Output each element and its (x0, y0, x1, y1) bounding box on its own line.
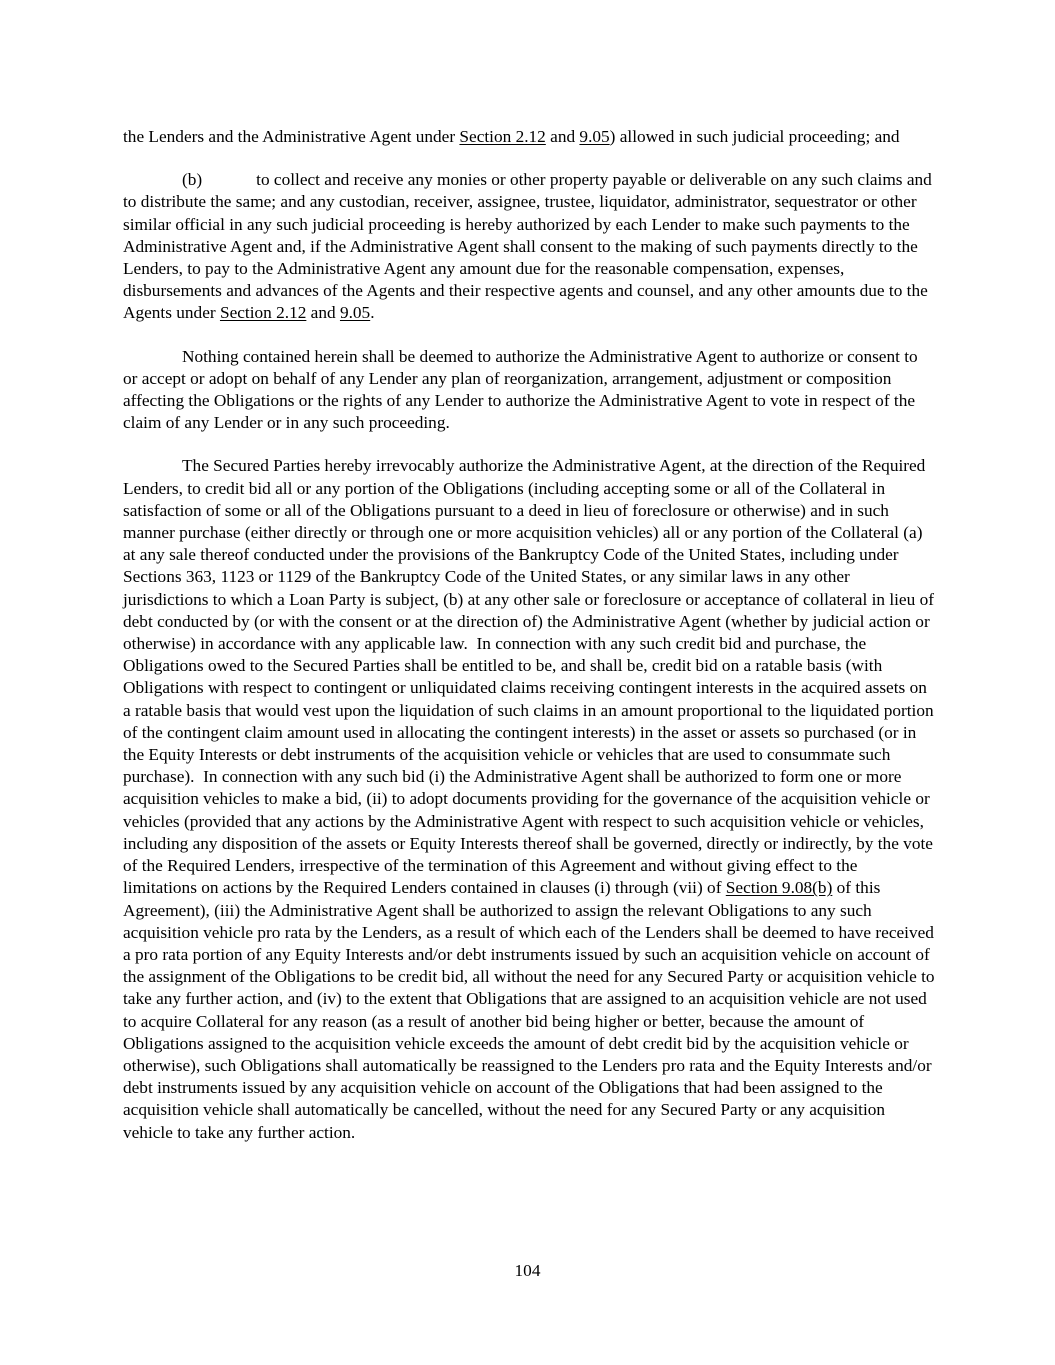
paragraph-continuation (123, 126, 935, 148)
body-text: of this Agreement), (iii) the Administrative Agent shall be authorized to assign the relevant Obligations to any such acquisition vehicle pro rata by the Lenders, as a result of which each of the Lenders shall be deemed to have received a pro rata portion of any Equity Interests and/or debt instruments issued by such an acquisition vehicle on account of the assignment of the Obligations to be credit bid, all without the need for any Secured Party or acquisition vehicle to take any further action, and (iv) to the extent that Obligations that are assigned to an acquisition vehicle are not used to acquire Collateral for any reason (as a result of another bid being higher or better, because the amount of Obligations assigned to the acquisition vehicle exceeds the amount of debt credit bid by the acquisition vehicle or otherwise), such Obligations shall automatically be reassigned to the Lenders pro rata and the Equity Interests and/or debt instruments issued by any acquisition vehicle on account of the Obligations that had been assigned to the acquisition vehicle shall automatically be cancelled, without the need for any Secured Party or any acquisition vehicle to take any further action. (123, 878, 939, 1142)
body-text: to collect and receive any monies or other property payable or deliverable on any such claims and to distribute the same; and any custodian, receiver, assignee, trustee, liquidator, administrator, sequestrator or other similar official in any such judicial proceeding is hereby authorized by each Lender to make such payments to the Administrative Agent and, if the Administrative Agent shall consent to the making of such payments directly to the Lenders, to pay to the Administrative Agent any amount due for the reasonable compensation, expenses, disbursements and advances of the Agents and their respective agents and counsel, and any other amounts due to the Agents under (123, 170, 937, 323)
paragraph-credit-bid (123, 455, 939, 1143)
body-text: and (545, 127, 580, 146)
paragraph-nothing-contained (123, 346, 935, 435)
section-reference: Section 9.08(b) (725, 878, 833, 898)
body-text: Nothing contained herein shall be deemed to authorize the Administrative Agent to authorize or consent to or accept or adopt on behalf of any Lender any plan of reorganization, arrangement, adjustment or composition affecting the Obligations or the rights of any Lender to authorize the Administrative Agent to vote in respect of the claim of any Lender or in any such proceeding. (123, 346, 923, 433)
clause-label: (b) (182, 170, 203, 190)
section-reference: 9.05 (579, 127, 610, 146)
page-body-text (123, 126, 939, 1165)
section-reference: Section 2.12 (459, 127, 546, 146)
body-text: ) allowed in such judicial proceeding; and (609, 127, 900, 146)
body-text: . (370, 303, 375, 323)
body-text: and (306, 303, 340, 323)
paragraph-clause-b (123, 169, 935, 324)
body-text: the Lenders and the Administrative Agent under (123, 127, 460, 146)
page-number: 104 (514, 1261, 541, 1280)
section-reference: Section 2.12 (219, 303, 307, 323)
section-reference: 9.05 (339, 303, 371, 323)
body-text: The Secured Parties hereby irrevocably authorize the Administrative Agent, at the direction of the Required Lenders, to credit bid all or any portion of the Obligations (including accepting some or all of the Collateral in satisfaction of some or all of the Obligations pursuant to a deed in lieu of foreclosure or otherwise) and in such manner purchase (either directly or through one or more acquisition vehicles) all or any portion of the Collateral (a) at any sale thereof conducted under the provisions of the Bankruptcy Code of the United States, including under Sections 363, 1123 or 1129 of the Bankruptcy Code of the United States, or any similar laws in any other jurisdictions to which a Loan Party is subject, (b) at any other sale or foreclosure or acceptance of collateral in lieu of debt conducted by (or with the consent or at the direction of) the Administrative Agent (whether by judicial action or otherwise) in accordance with any applicable law. In connection with any such credit bid and purchase, the Obligations owed to the Secured Parties shall be entitled to be, and shall be, credit bid on a ratable basis (with Obligations with respect to contingent or unliquidated claims receiving contingent interests in the acquired assets on a ratable basis that would vest upon the liquidation of such claims in an amount proportional to the liquidated portion of the contingent claim amount used in allocating the contingent interests) in the asset or assets so purchased (or in the Equity Interests or debt instruments of the acquisition vehicle or vehicles that are used to consummate such purchase). In connection with any such bid (i) the Administrative Agent shall be authorized to form one or more acquisition vehicles to make a bid, (ii) to adopt documents providing for the governance of the acquisition vehicle or vehicles (provided that any actions by the Administrative Agent with respect to such acquisition vehicle or vehicles, including any disposition of the assets or Equity Interests thereof shall be governed, directly or indirectly, by the vote of the Required Lenders, irrespective of the termination of this Agreement and without giving effect to the limitations on actions by the Required Lenders contained in clauses (i) through (vii) of (123, 456, 939, 898)
